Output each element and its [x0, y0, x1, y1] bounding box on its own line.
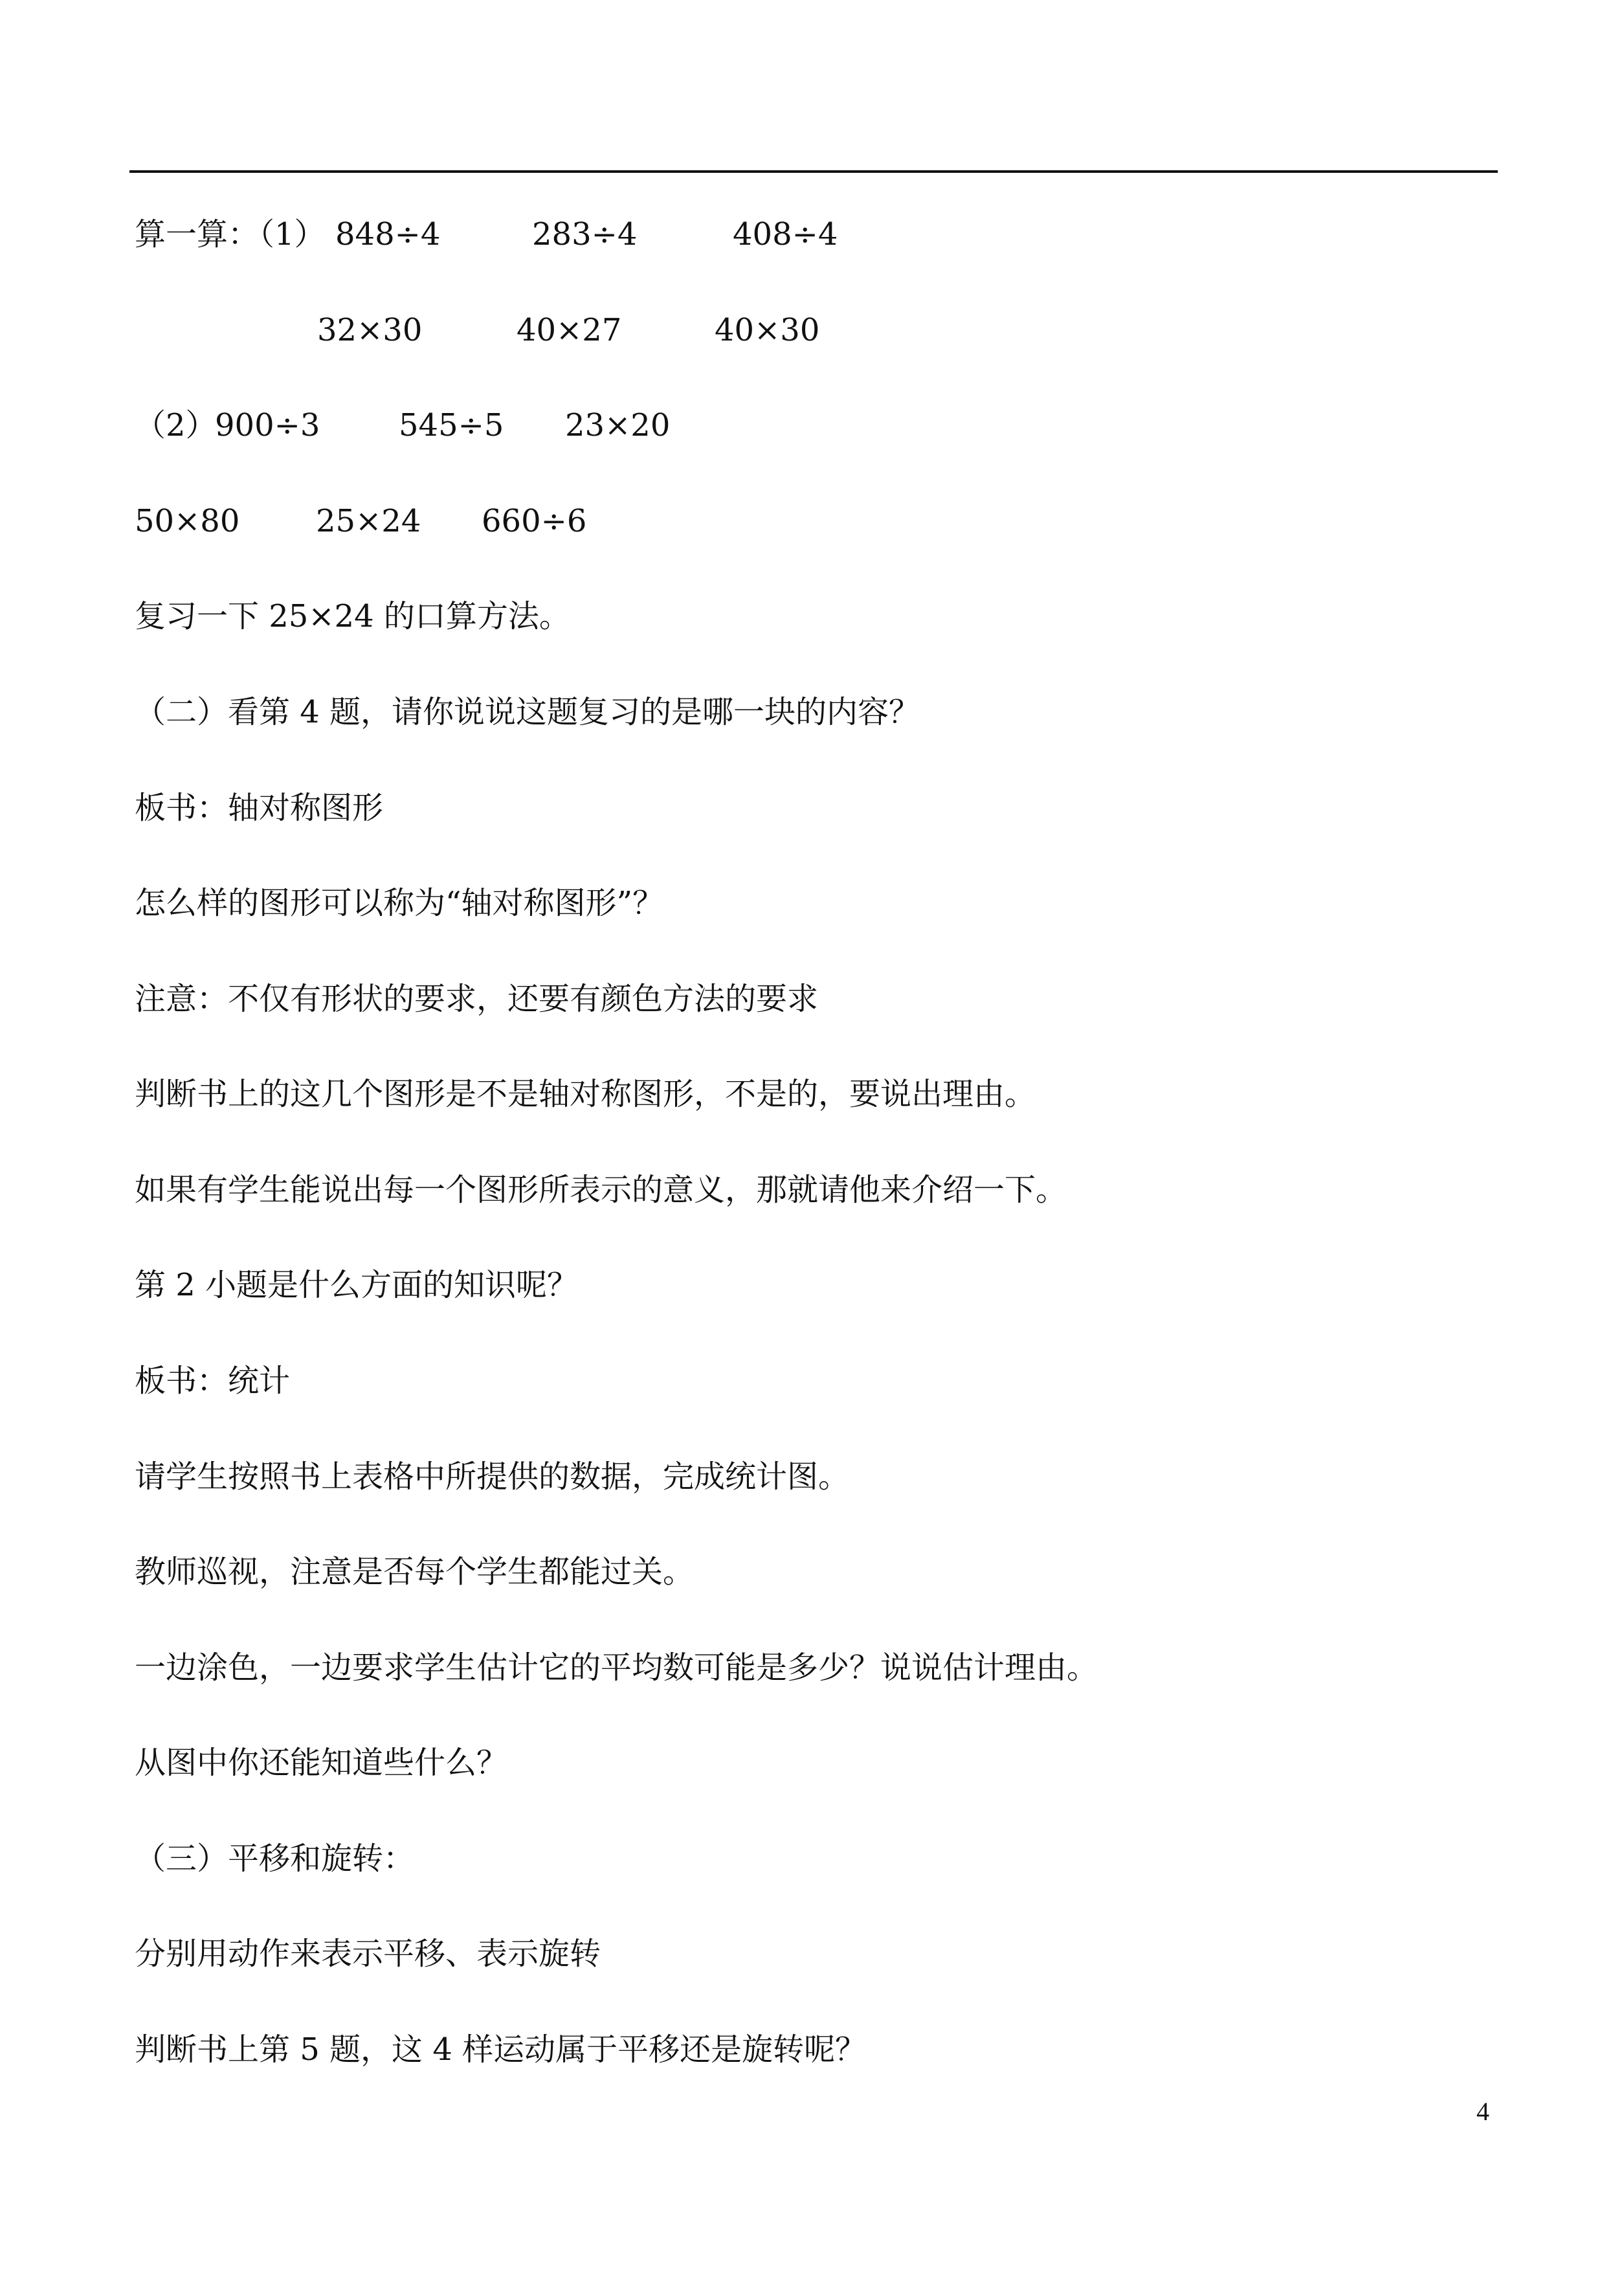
calc-item: 40×30 — [715, 312, 820, 348]
text-line: （三）平移和旋转： — [135, 1840, 415, 1877]
text-line: 教师巡视，注意是否每个学生都能过关。 — [135, 1554, 695, 1590]
text-line: 第 2 小题是什么方面的知识呢？ — [135, 1267, 579, 1303]
calc-row-3 — [135, 406, 782, 445]
calc-row-1 — [135, 215, 911, 254]
calc-label-1: 算一算：（1） — [135, 216, 326, 252]
text-line: 分别用动作来表示平移、表示旋转 — [135, 1936, 601, 1972]
calc-item: 40×27 — [517, 312, 622, 348]
header-rule — [129, 170, 1498, 173]
calc-row-2 — [317, 311, 900, 350]
calc-item: 50×80 — [135, 503, 240, 539]
page-number: 4 — [1476, 2097, 1489, 2126]
text-line: 如果有学生能说出每一个图形所表示的意义，那就请他来介绍一下。 — [135, 1172, 1067, 1208]
text-line: 怎么样的图形可以称为“轴对称图形”？ — [135, 885, 664, 921]
text-line: 板书：统计 — [135, 1363, 291, 1399]
calc-item: 900÷3 — [215, 407, 320, 443]
calc-item: 408÷4 — [733, 216, 838, 252]
calc-label-2: （2） — [135, 407, 217, 443]
calc-item: 660÷6 — [482, 503, 587, 539]
text-line: （二）看第 4 题，请你说说这题复习的是哪一块的内容？ — [135, 694, 920, 730]
text-line: 一边涂色，一边要求学生估计它的平均数可能是多少？说说估计理由。 — [135, 1650, 1098, 1686]
text-line: 注意：不仅有形状的要求，还要有颜色方法的要求 — [135, 981, 819, 1017]
text-line: 判断书上的这几个图形是不是轴对称图形，不是的，要说出理由。 — [135, 1076, 1036, 1112]
text-line: 请学生按照书上表格中所提供的数据，完成统计图。 — [135, 1459, 850, 1495]
calc-item: 23×20 — [565, 407, 671, 443]
text-line: 从图中你还能知道些什么？ — [135, 1745, 508, 1781]
text-line: 判断书上第 5 题，这 4 样运动属于平移还是旋转呢？ — [135, 2031, 867, 2068]
calc-row-4 — [135, 502, 652, 541]
calc-item: 25×24 — [316, 503, 421, 539]
text-line: 板书：轴对称图形 — [135, 790, 384, 826]
calc-item: 32×30 — [317, 312, 423, 348]
calc-item: 545÷5 — [399, 407, 504, 443]
calc-item: 283÷4 — [532, 216, 638, 252]
text-line: 复习一下 25×24 的口算方法。 — [135, 598, 570, 634]
calc-item: 848÷4 — [335, 216, 441, 252]
